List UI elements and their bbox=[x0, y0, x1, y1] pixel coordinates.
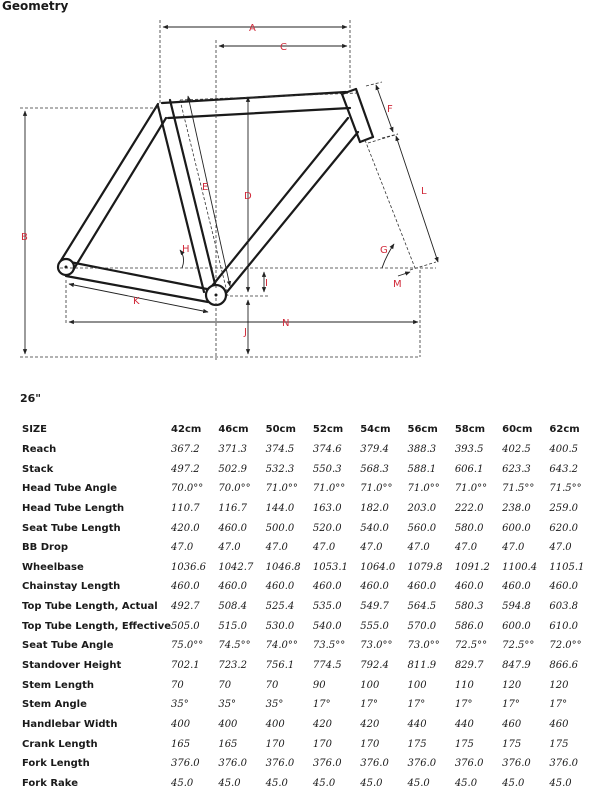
table-cell: 163.0 bbox=[312, 502, 342, 514]
table-cell: 45.0 bbox=[312, 777, 336, 789]
size-header-cell: 46cm bbox=[218, 424, 249, 436]
table-cell: 374.6 bbox=[312, 443, 342, 455]
table-cell: 45.0 bbox=[407, 777, 430, 789]
table-cell: 71.5°° bbox=[502, 483, 535, 495]
label-f: F bbox=[387, 104, 393, 115]
table-cell: 222.0 bbox=[454, 502, 484, 514]
table-cell: 45.0 bbox=[360, 777, 383, 789]
table-cell: 182.0 bbox=[360, 502, 389, 514]
label-n: N bbox=[282, 318, 290, 329]
label-m: M bbox=[393, 279, 402, 290]
row-label: Top Tube Length, Actual bbox=[22, 601, 158, 613]
table-cell: 756.1 bbox=[265, 660, 295, 671]
table-cell: 400.5 bbox=[549, 443, 579, 455]
table-cell: 259.0 bbox=[549, 502, 579, 514]
table-row bbox=[22, 518, 597, 538]
label-i: I bbox=[265, 278, 268, 289]
table-cell: 17° bbox=[312, 699, 331, 711]
table-cell: 580.3 bbox=[454, 601, 484, 613]
row-label: Top Tube Length, Effective bbox=[22, 620, 172, 632]
table-cell: 508.4 bbox=[218, 601, 247, 613]
label-a: A bbox=[249, 23, 256, 34]
table-cell: 70.0°° bbox=[218, 483, 251, 495]
label-l: L bbox=[421, 186, 427, 197]
table-cell: 70 bbox=[218, 679, 232, 691]
table-cell: 606.1 bbox=[454, 463, 484, 475]
table-cell: 376.0 bbox=[502, 758, 531, 770]
table-row bbox=[22, 636, 597, 656]
table-cell: 829.7 bbox=[454, 660, 484, 671]
table-cell: 460.0 bbox=[218, 581, 247, 593]
table-cell: 603.8 bbox=[549, 601, 579, 613]
table-cell: 1053.1 bbox=[312, 561, 348, 573]
label-g: G bbox=[380, 245, 388, 256]
table-cell: 376.0 bbox=[218, 758, 247, 770]
table-cell: 70 bbox=[171, 679, 184, 691]
size-header-cell: 56cm bbox=[407, 424, 438, 436]
table-cell: 560.0 bbox=[407, 522, 437, 534]
table-cell: 45.0 bbox=[218, 777, 241, 789]
table-cell: 17° bbox=[360, 699, 378, 711]
table-cell: 600.0 bbox=[502, 620, 531, 632]
table-cell: 71.0°° bbox=[407, 483, 440, 495]
row-label: Stack bbox=[22, 463, 54, 475]
table-cell: 170 bbox=[312, 738, 333, 750]
construction-lines bbox=[20, 20, 436, 360]
table-cell: 515.0 bbox=[218, 620, 247, 632]
table-cell: 549.7 bbox=[360, 601, 389, 613]
size-column-header: SIZE bbox=[22, 424, 48, 436]
table-cell: 376.0 bbox=[454, 758, 484, 770]
table-cell: 580.0 bbox=[454, 522, 484, 534]
table-cell: 371.3 bbox=[218, 443, 247, 455]
table-cell: 530.0 bbox=[265, 620, 295, 632]
table-cell: 440 bbox=[454, 718, 474, 730]
table-cell: 47.0 bbox=[218, 542, 241, 554]
table-cell: 623.3 bbox=[502, 463, 531, 475]
table-row bbox=[22, 774, 597, 794]
table-row bbox=[22, 499, 597, 519]
table-cell: 73.0°° bbox=[360, 640, 393, 652]
row-label: Head Tube Length bbox=[22, 502, 125, 514]
table-cell: 45.0 bbox=[171, 777, 194, 789]
row-label: Head Tube Angle bbox=[22, 483, 118, 495]
row-label: Fork Rake bbox=[22, 777, 78, 789]
table-cell: 17° bbox=[454, 699, 473, 711]
table-cell: 72.0°° bbox=[549, 640, 582, 652]
table-cell: 393.5 bbox=[454, 443, 484, 455]
table-cell: 175 bbox=[407, 738, 427, 750]
label-k: K bbox=[133, 296, 140, 307]
table-cell: 75.0°° bbox=[171, 640, 204, 652]
table-row bbox=[22, 754, 597, 774]
table-cell: 610.0 bbox=[549, 620, 579, 632]
table-cell: 170 bbox=[360, 738, 380, 750]
table-cell: 420 bbox=[360, 718, 380, 730]
table-cell: 376.0 bbox=[312, 758, 342, 770]
table-cell: 1046.8 bbox=[265, 561, 301, 573]
dim-l-line bbox=[396, 136, 438, 262]
table-cell: 532.3 bbox=[265, 463, 295, 475]
table-cell: 460.0 bbox=[218, 522, 247, 534]
table-cell: 70.0°° bbox=[171, 483, 204, 495]
table-header-row bbox=[22, 420, 597, 440]
table-cell: 460.0 bbox=[171, 581, 200, 593]
table-cell: 460.0 bbox=[312, 581, 342, 593]
table-cell: 1079.8 bbox=[407, 561, 443, 573]
table-cell: 71.5°° bbox=[549, 483, 582, 495]
table-cell: 505.0 bbox=[171, 620, 200, 632]
table-row bbox=[22, 675, 597, 695]
size-header-cell: 50cm bbox=[265, 424, 296, 436]
table-cell: 1105.1 bbox=[549, 561, 585, 573]
size-header-cell: 42cm bbox=[171, 424, 202, 436]
geometry-diagram bbox=[0, 0, 614, 380]
table-row bbox=[22, 459, 597, 479]
table-cell: 460.0 bbox=[549, 581, 579, 593]
table-cell: 1064.0 bbox=[360, 561, 396, 573]
table-cell: 402.5 bbox=[502, 443, 531, 455]
row-label: Standover Height bbox=[22, 660, 122, 671]
table-cell: 460.0 bbox=[502, 581, 531, 593]
size-header-cell: 58cm bbox=[454, 424, 486, 436]
row-label: Stem Length bbox=[22, 679, 94, 691]
table-cell: 47.0 bbox=[265, 542, 288, 554]
table-cell: 71.0°° bbox=[312, 483, 346, 495]
table-cell: 120 bbox=[502, 679, 522, 691]
table-cell: 374.5 bbox=[265, 443, 295, 455]
table-cell: 47.0 bbox=[549, 542, 572, 554]
row-label: Crank Length bbox=[22, 738, 98, 750]
table-cell: 17° bbox=[549, 699, 568, 711]
table-cell: 1036.6 bbox=[171, 561, 207, 573]
table-cell: 203.0 bbox=[407, 502, 437, 514]
table-row bbox=[22, 577, 597, 597]
table-cell: 71.0°° bbox=[265, 483, 298, 495]
table-cell: 45.0 bbox=[502, 777, 525, 789]
table-cell: 540.0 bbox=[360, 522, 389, 534]
table-cell: 792.4 bbox=[360, 660, 389, 671]
table-cell: 110 bbox=[454, 679, 474, 691]
table-cell: 35° bbox=[265, 699, 284, 711]
label-d: D bbox=[244, 191, 252, 202]
dimension-lines bbox=[25, 27, 438, 354]
table-cell: 47.0 bbox=[312, 542, 336, 554]
table-cell: 238.0 bbox=[502, 502, 531, 514]
table-cell: 535.0 bbox=[312, 601, 342, 613]
table-cell: 460.0 bbox=[454, 581, 484, 593]
row-label: Stem Angle bbox=[22, 699, 87, 711]
table-cell: 525.4 bbox=[265, 601, 295, 613]
table-cell: 866.6 bbox=[549, 660, 579, 671]
table-cell: 600.0 bbox=[502, 522, 531, 534]
table-cell: 71.0°° bbox=[360, 483, 393, 495]
frame-outline bbox=[60, 89, 373, 302]
table-cell: 35° bbox=[218, 699, 237, 711]
table-row bbox=[22, 695, 597, 715]
row-label: Seat Tube Length bbox=[22, 522, 121, 534]
table-cell: 110.7 bbox=[171, 502, 200, 514]
table-cell: 570.0 bbox=[407, 620, 437, 632]
table-cell: 45.0 bbox=[265, 777, 288, 789]
table-row bbox=[22, 538, 597, 558]
table-cell: 175 bbox=[454, 738, 474, 750]
table-cell: 17° bbox=[407, 699, 426, 711]
table-cell: 175 bbox=[549, 738, 569, 750]
table-cell: 594.8 bbox=[502, 601, 531, 613]
table-cell: 74.0°° bbox=[265, 640, 298, 652]
table-cell: 460.0 bbox=[265, 581, 295, 593]
table-cell: 73.5°° bbox=[312, 640, 346, 652]
table-cell: 376.0 bbox=[407, 758, 437, 770]
table-cell: 555.0 bbox=[360, 620, 389, 632]
table-row bbox=[22, 440, 597, 460]
table-cell: 520.0 bbox=[312, 522, 342, 534]
row-label: Handlebar Width bbox=[22, 718, 118, 730]
table-cell: 568.3 bbox=[360, 463, 389, 475]
table-cell: 440 bbox=[407, 718, 427, 730]
table-row bbox=[22, 597, 597, 617]
table-cell: 47.0 bbox=[407, 542, 430, 554]
table-cell: 400 bbox=[171, 718, 191, 730]
table-cell: 100 bbox=[407, 679, 427, 691]
table-cell: 100 bbox=[360, 679, 380, 691]
table-row bbox=[22, 734, 597, 754]
table-cell: 723.2 bbox=[218, 660, 247, 671]
table-cell: 71.0°° bbox=[454, 483, 488, 495]
row-label: Reach bbox=[22, 443, 57, 455]
table-row bbox=[22, 656, 597, 676]
table-cell: 1100.4 bbox=[502, 561, 538, 573]
table-cell: 45.0 bbox=[549, 777, 572, 789]
table-cell: 460 bbox=[549, 718, 569, 730]
label-b: B bbox=[21, 232, 28, 243]
table-cell: 144.0 bbox=[265, 502, 295, 514]
table-cell: 502.9 bbox=[218, 463, 247, 475]
table-cell: 170 bbox=[265, 738, 285, 750]
size-heading: 26" bbox=[20, 392, 42, 405]
table-cell: 72.5°° bbox=[454, 640, 488, 652]
table-cell: 460 bbox=[502, 718, 522, 730]
table-cell: 811.9 bbox=[407, 660, 437, 671]
table-cell: 376.0 bbox=[549, 758, 579, 770]
table-cell: 847.9 bbox=[502, 660, 531, 671]
table-cell: 165 bbox=[218, 738, 238, 750]
table-cell: 379.4 bbox=[360, 443, 389, 455]
table-cell: 500.0 bbox=[265, 522, 295, 534]
table-cell: 35° bbox=[171, 699, 189, 711]
label-e: E bbox=[202, 182, 209, 193]
table-row bbox=[22, 479, 597, 499]
table-cell: 376.0 bbox=[265, 758, 295, 770]
table-cell: 1042.7 bbox=[218, 561, 254, 573]
table-cell: 588.1 bbox=[407, 463, 437, 475]
row-label: Fork Length bbox=[22, 758, 90, 770]
table-cell: 400 bbox=[218, 718, 238, 730]
size-header-cell: 62cm bbox=[549, 424, 580, 436]
table-cell: 388.3 bbox=[407, 443, 437, 455]
table-cell: 70 bbox=[265, 679, 279, 691]
table-cell: 460.0 bbox=[360, 581, 389, 593]
table-cell: 1091.2 bbox=[454, 561, 490, 573]
dim-m-line bbox=[398, 272, 410, 276]
table-cell: 400 bbox=[265, 718, 285, 730]
size-header-cell: 52cm bbox=[312, 424, 344, 436]
table-cell: 72.5°° bbox=[502, 640, 535, 652]
table-cell: 420.0 bbox=[171, 522, 200, 534]
row-label: Wheelbase bbox=[22, 561, 84, 573]
table-row bbox=[22, 616, 597, 636]
table-row bbox=[22, 557, 597, 577]
table-cell: 47.0 bbox=[454, 542, 478, 554]
table-cell: 643.2 bbox=[549, 463, 579, 475]
table-cell: 47.0 bbox=[171, 542, 194, 554]
table-cell: 73.0°° bbox=[407, 640, 440, 652]
table-cell: 17° bbox=[502, 699, 520, 711]
table-cell: 120 bbox=[549, 679, 569, 691]
rear-dropout bbox=[58, 259, 74, 275]
table-cell: 116.7 bbox=[218, 502, 247, 514]
table-cell: 550.3 bbox=[312, 463, 342, 475]
table-cell: 774.5 bbox=[312, 660, 342, 671]
table-cell: 702.1 bbox=[171, 660, 200, 671]
table-cell: 564.5 bbox=[407, 601, 437, 613]
table-cell: 460.0 bbox=[407, 581, 437, 593]
size-header-cell: 60cm bbox=[502, 424, 533, 436]
table-cell: 74.5°° bbox=[218, 640, 251, 652]
table-cell: 620.0 bbox=[549, 522, 579, 534]
table-cell: 420 bbox=[312, 718, 333, 730]
label-h: H bbox=[182, 244, 190, 255]
table-cell: 90 bbox=[312, 679, 326, 691]
table-cell: 367.2 bbox=[171, 443, 200, 455]
label-c: C bbox=[280, 42, 287, 53]
table-cell: 376.0 bbox=[171, 758, 200, 770]
table-cell: 376.0 bbox=[360, 758, 389, 770]
table-cell: 47.0 bbox=[502, 542, 525, 554]
table-cell: 492.7 bbox=[171, 601, 200, 613]
row-label: BB Drop bbox=[22, 542, 68, 554]
table-cell: 175 bbox=[502, 738, 522, 750]
size-header-cell: 54cm bbox=[360, 424, 391, 436]
label-j: J bbox=[244, 327, 247, 338]
table-cell: 165 bbox=[171, 738, 191, 750]
row-label: Seat Tube Angle bbox=[22, 640, 114, 652]
table-cell: 45.0 bbox=[454, 777, 478, 789]
table-cell: 586.0 bbox=[454, 620, 484, 632]
table-cell: 540.0 bbox=[312, 620, 342, 632]
table-row bbox=[22, 715, 597, 735]
table-cell: 47.0 bbox=[360, 542, 383, 554]
row-label: Chainstay Length bbox=[22, 581, 121, 593]
page-title: Geometry bbox=[2, 0, 69, 13]
geometry-table bbox=[22, 420, 597, 793]
table-cell: 497.2 bbox=[171, 463, 200, 475]
